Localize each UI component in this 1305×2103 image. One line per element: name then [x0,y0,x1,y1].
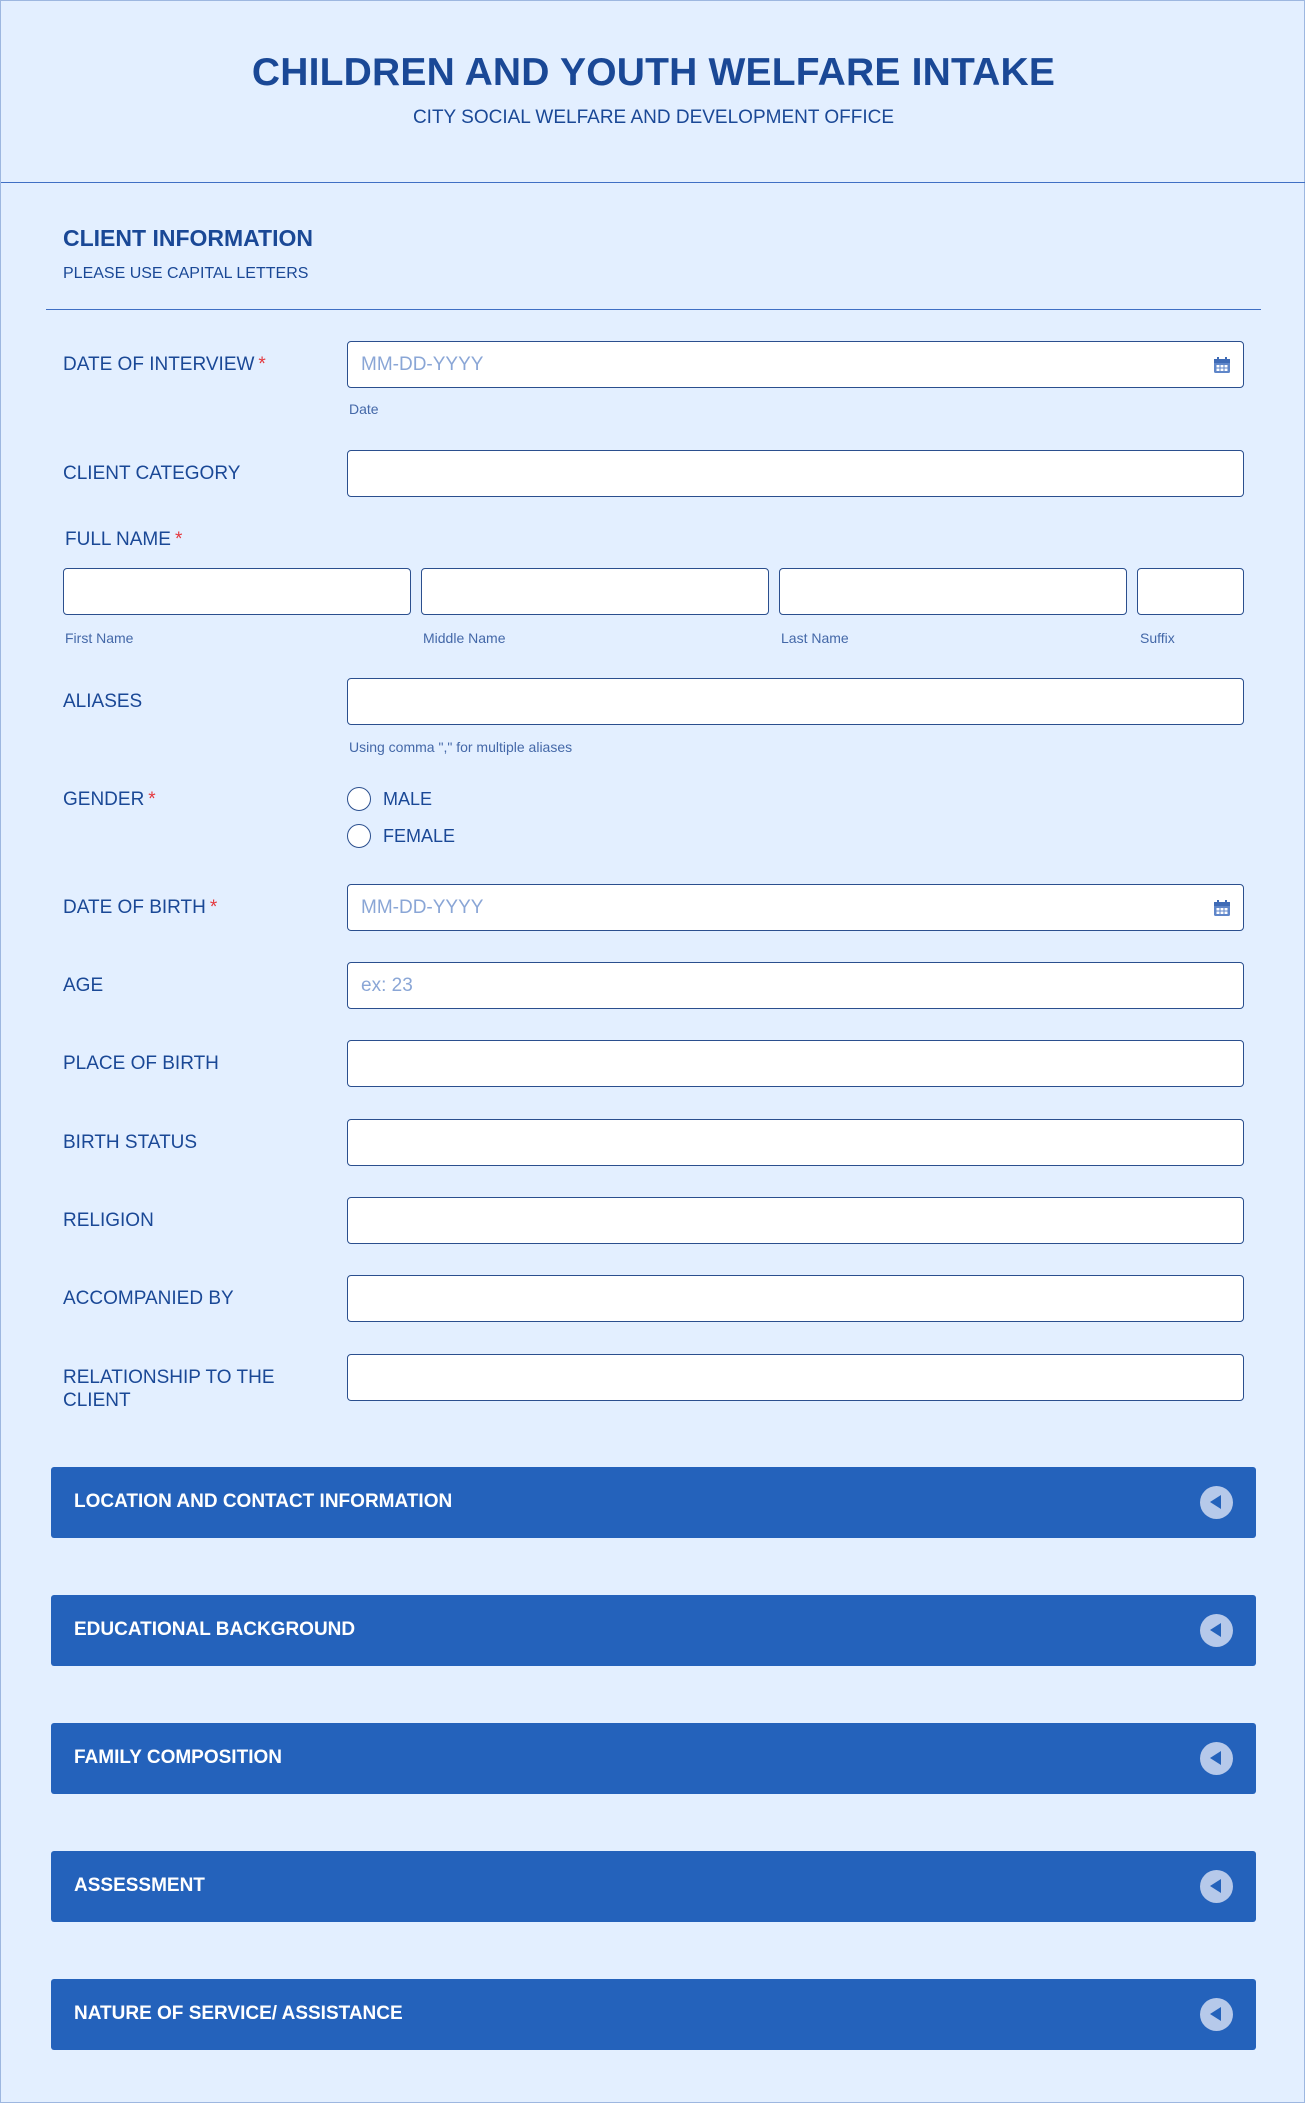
client-category-label: CLIENT CATEGORY [63,463,241,484]
section-subtitle: PLEASE USE CAPITAL LETTERS [63,265,309,282]
first-name-input[interactable] [64,569,410,614]
radio-label-male: MALE [383,788,433,809]
panel-title: ASSESSMENT [74,1875,205,1896]
date-of-interview-helper: Date [349,401,379,417]
aliases-label: ALIASES [63,691,143,712]
section-title: CLIENT INFORMATION [63,225,313,251]
suffix-input[interactable] [1138,569,1243,614]
panel-title: NATURE OF SERVICE/ ASSISTANCE [74,2003,403,2024]
panel-title: EDUCATIONAL BACKGROUND [74,1619,356,1640]
place-of-birth-input[interactable] [348,1041,1243,1086]
required-marker: * [258,354,266,375]
form-title: CHILDREN AND YOUTH WELFARE INTAKE [251,51,1056,94]
panel-family-composition[interactable] [51,1723,1256,1794]
panel-educational-background[interactable] [51,1595,1256,1666]
accompanied-by-input[interactable] [348,1276,1243,1321]
panel-title: LOCATION AND CONTACT INFORMATION [74,1491,453,1512]
collapse-arrow-icon[interactable] [1200,1998,1233,2031]
age-input[interactable] [348,963,1243,1008]
form-header [1,1,1305,183]
relationship-field[interactable] [347,1354,1244,1401]
religion-field[interactable] [347,1197,1244,1244]
relationship-label: RELATIONSHIP TO THE CLIENT [63,1367,275,1411]
collapse-arrow-icon[interactable] [1200,1742,1233,1775]
suffix-field[interactable] [1137,568,1244,615]
date-of-birth-field[interactable] [347,884,1244,931]
radio-button[interactable] [347,787,371,811]
full-name-label: FULL NAME * [65,529,183,550]
middle-name-input[interactable] [422,569,768,614]
birth-status-field[interactable] [347,1119,1244,1166]
relationship-input[interactable] [348,1355,1243,1400]
client-category-input[interactable] [348,451,1243,496]
aliases-field[interactable] [347,678,1244,725]
collapse-arrow-icon[interactable] [1200,1614,1233,1647]
panel-nature-of-service[interactable] [51,1979,1256,2050]
radio-button[interactable] [347,824,371,848]
birth-status-input[interactable] [348,1120,1243,1165]
middle-name-helper: Middle Name [423,630,506,646]
required-marker: * [174,529,183,550]
aliases-input[interactable] [348,679,1243,724]
gender-label: GENDER * [63,789,156,810]
accompanied-by-field[interactable] [347,1275,1244,1322]
suffix-helper: Suffix [1140,630,1175,646]
religion-label: RELIGION [63,1210,154,1231]
date-of-birth-input[interactable] [348,885,1243,930]
place-of-birth-label: PLACE OF BIRTH [63,1053,219,1074]
calendar-icon[interactable] [1213,356,1231,374]
calendar-icon[interactable] [1213,899,1231,917]
gender-option-female[interactable] [347,824,455,848]
first-name-field[interactable] [63,568,411,615]
form-subtitle: CITY SOCIAL WELFARE AND DEVELOPMENT OFFICE [412,107,895,128]
panel-location-contact[interactable] [51,1467,1256,1538]
last-name-input[interactable] [780,569,1126,614]
place-of-birth-field[interactable] [347,1040,1244,1087]
age-field[interactable] [347,962,1244,1009]
client-category-field[interactable] [347,450,1244,497]
date-of-birth-label: DATE OF BIRTH * [63,897,218,918]
birth-status-label: BIRTH STATUS [63,1132,198,1153]
gender-option-male[interactable] [347,787,432,811]
collapse-arrow-icon[interactable] [1200,1486,1233,1519]
date-of-interview-label: DATE OF INTERVIEW * [63,354,266,375]
age-label: AGE [63,975,104,996]
panel-assessment[interactable] [51,1851,1256,1922]
aliases-helper: Using comma "," for multiple aliases [349,739,573,755]
panel-title: FAMILY COMPOSITION [74,1747,282,1768]
section-divider [46,309,1261,310]
radio-label-female: FEMALE [383,825,456,846]
required-marker: * [209,897,218,918]
date-of-interview-input[interactable] [348,342,1243,387]
first-name-helper: First Name [65,630,134,646]
middle-name-field[interactable] [421,568,769,615]
required-marker: * [148,789,156,810]
collapse-arrow-icon[interactable] [1200,1870,1233,1903]
date-of-interview-field[interactable] [347,341,1244,388]
religion-input[interactable] [348,1198,1243,1243]
accompanied-by-label: ACCOMPANIED BY [63,1288,234,1309]
last-name-helper: Last Name [781,630,849,646]
last-name-field[interactable] [779,568,1127,615]
